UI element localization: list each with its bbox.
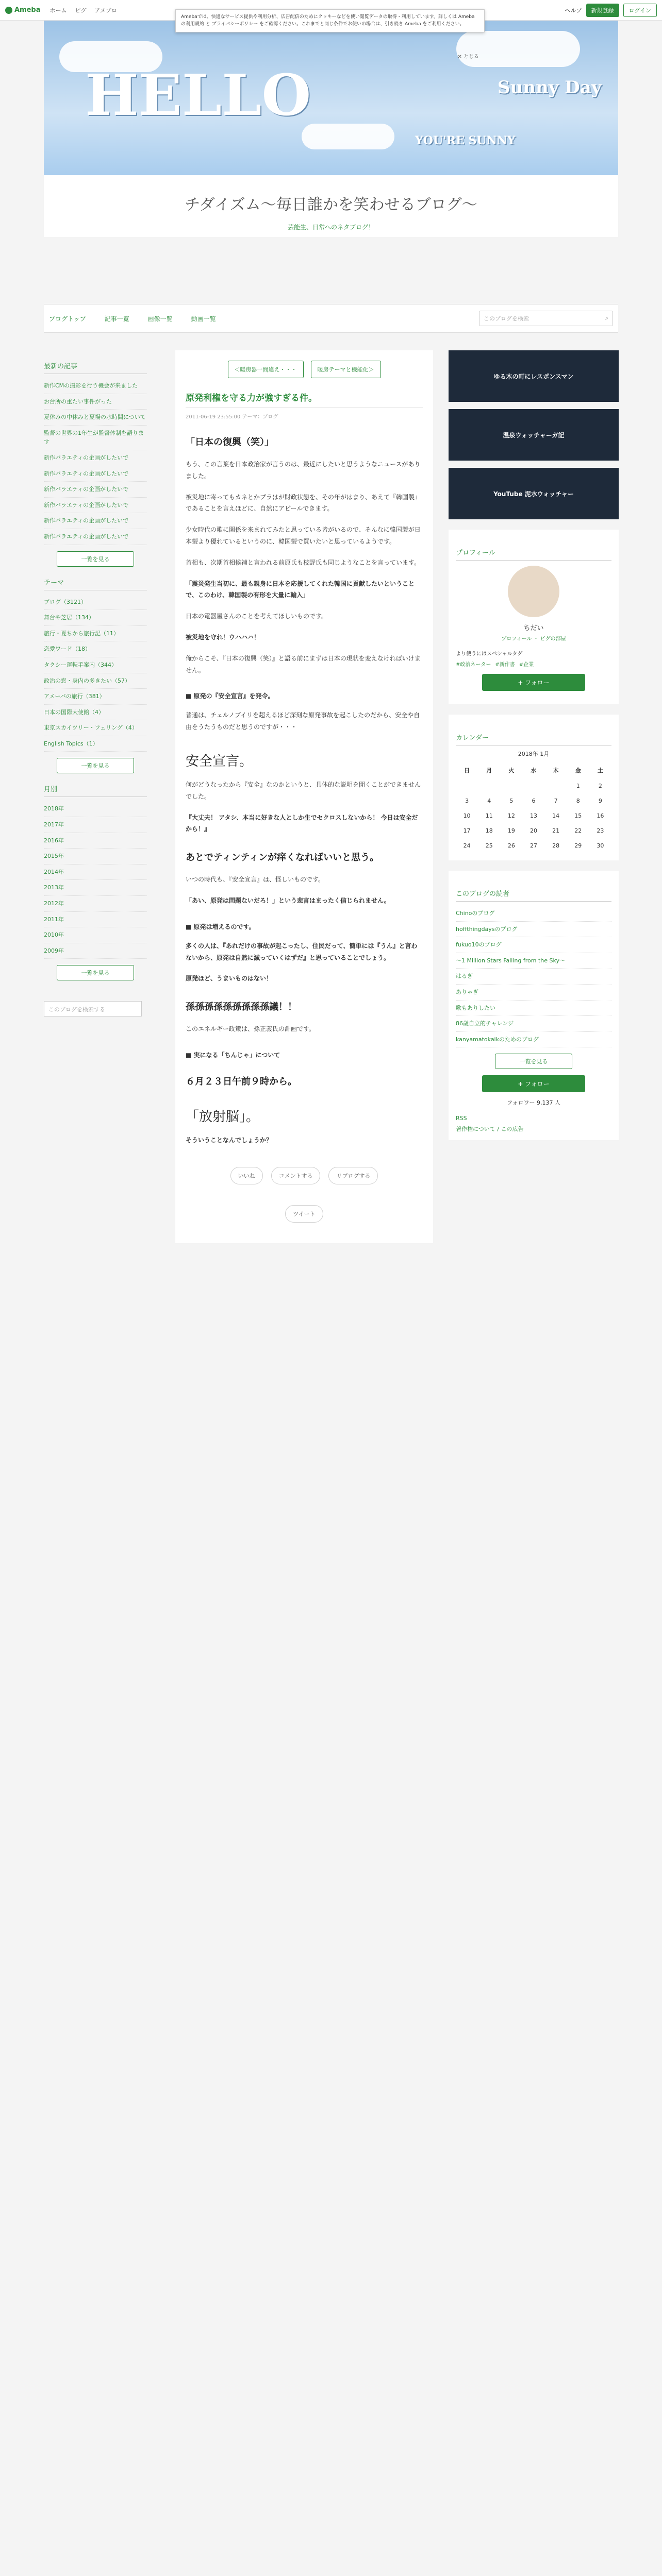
sidebar-banner[interactable]: ゆる木の町にレスポンスマン xyxy=(449,350,619,402)
profile-name[interactable]: ちだい xyxy=(523,624,544,632)
blog-title-area xyxy=(44,175,618,237)
archive-item[interactable]: 2018年 xyxy=(44,801,147,817)
recent-item[interactable]: 新作バラエティの企画がしたいで xyxy=(44,482,147,498)
article-date: 2011-06-19 23:55:00 xyxy=(186,414,241,420)
recent-item[interactable]: 監督の世界の1年生が監督体制を語ります xyxy=(44,426,147,450)
profile-heading: プロフィール xyxy=(456,547,611,561)
reader-item[interactable]: 86歳自立的チャレンジ xyxy=(456,1016,611,1032)
prev-entry-button[interactable]: ＜暖房器一間違え・・・ xyxy=(228,361,304,378)
reader-item[interactable]: fukuo10のブログ xyxy=(456,937,611,953)
calendar-day xyxy=(456,778,478,793)
article-paragraph: 首相も、次期首相候補と言われる前原氏も枝野氏も同じようなことを言っています。 xyxy=(186,558,421,566)
calendar-day[interactable]: 20 xyxy=(529,827,537,834)
search-icon: ⌕ xyxy=(605,315,608,321)
profile-tag[interactable]: #企業 xyxy=(519,662,534,668)
cookie-notice xyxy=(175,9,485,60)
follower-count: フォロワー 9,137 人 xyxy=(507,1099,560,1107)
avatar[interactable] xyxy=(508,566,559,617)
recent-item[interactable]: 新作バラエティの企画がしたいで xyxy=(44,450,147,466)
help-link[interactable]: ヘルプ xyxy=(565,7,582,14)
calendar-heading: カレンダー xyxy=(456,732,611,745)
profile-links[interactable]: プロフィール ・ ピグの部屋 xyxy=(501,636,566,642)
reblog-button[interactable]: リブログする xyxy=(328,1167,378,1184)
calendar-day[interactable]: 12 xyxy=(507,812,515,819)
article-section-heading: ■ 実になる「ちんじゃ」について xyxy=(186,1051,280,1059)
tweet-button[interactable]: ツイート xyxy=(285,1205,323,1223)
article-paragraph: 普通は、チェルノブイリを超えるほど深刻な原発事故を起こしたのだから、安全や自由をうたうものだと思うのですが・・・ xyxy=(186,711,420,731)
sidebar-banner[interactable]: YouTube 泥水ウォッチャー xyxy=(449,468,619,519)
calendar-month: 2018年 1月 xyxy=(518,751,550,757)
calendar-day[interactable]: 5 xyxy=(509,798,514,804)
theme-item[interactable]: 日本の国際大使館（4） xyxy=(44,705,147,721)
nav-video-list[interactable]: 動画一覧 xyxy=(191,315,216,323)
archive-item[interactable]: 2016年 xyxy=(44,833,147,849)
top-nav xyxy=(50,6,117,14)
calendar-day[interactable]: 11 xyxy=(485,812,493,819)
article-paragraph: 何がどうなったから『安全』なのかというと、具体的な説明を聞くことができませんでした。 xyxy=(186,781,421,800)
archive-item[interactable]: 2014年 xyxy=(44,865,147,880)
recent-item[interactable]: 新作バラエティの企画がしたいで xyxy=(44,513,147,529)
calendar-day[interactable]: 6 xyxy=(532,798,536,804)
profile-desc: より使うにはスペシャルタグ xyxy=(456,651,523,657)
calendar-day[interactable]: 25 xyxy=(485,842,493,849)
theme-item[interactable]: ブログ（3121） xyxy=(44,595,147,611)
rss-link[interactable]: RSS xyxy=(456,1115,467,1122)
recent-item[interactable]: 新作バラエティの企画がしたいで xyxy=(44,529,147,545)
nav-image-list[interactable]: 画像一覧 xyxy=(147,315,173,323)
calendar-day[interactable]: 19 xyxy=(507,827,515,834)
theme-item[interactable]: 東京スカイツリー・フェリング（4） xyxy=(44,720,147,736)
blog-search-input[interactable]: このブログを検索 ⌕ xyxy=(479,311,613,326)
article-quote: 『大丈夫！ アタシ、本当に好きな人としか生でセクロスしないから！ 今日は安全だから！』 xyxy=(186,814,418,833)
archive-heading: 月別 xyxy=(44,784,147,797)
archive-item[interactable]: 2012年 xyxy=(44,896,147,912)
calendar-day[interactable]: 14 xyxy=(552,812,560,819)
calendar-table xyxy=(456,762,611,853)
theme-heading: テーマ xyxy=(44,577,147,590)
recent-item[interactable]: 新作バラエティの企画がしたいで xyxy=(44,466,147,482)
calendar-day[interactable]: 27 xyxy=(529,842,537,849)
follow-button-2[interactable]: + フォロー xyxy=(482,1075,585,1092)
recent-item[interactable]: 夏休みの中休みと夏場の水時間について xyxy=(44,410,147,426)
calendar-day[interactable]: 2 xyxy=(598,783,602,789)
article-paragraph: 日本の電器屋さんのことを考えてほしいものです。 xyxy=(186,613,328,620)
nav-entry-list[interactable]: 記事一覧 xyxy=(104,315,129,323)
reader-item[interactable]: hoffthingdaysのブログ xyxy=(456,922,611,938)
calendar-weekday: 月 xyxy=(486,767,492,774)
calendar-day xyxy=(522,778,544,793)
readers-box xyxy=(449,871,619,1140)
recent-more-button[interactable]: 一覧を見る xyxy=(57,551,134,567)
article-heading: ６月２３日午前９時から。 xyxy=(186,1076,297,1087)
calendar-day[interactable]: 3 xyxy=(465,798,469,804)
top-nav-pigg[interactable]: ピグ xyxy=(75,7,87,14)
calendar-day xyxy=(500,778,522,793)
article-quote: 「あい、原発は問題ないだろ！」という悲言はまったく信じられません。 xyxy=(186,896,390,904)
archive-item[interactable]: 2013年 xyxy=(44,880,147,896)
reader-item[interactable]: kanyamatokaikのためのブログ xyxy=(456,1032,611,1048)
reader-item[interactable]: ～1 Million Stars Falling from the Sky～ xyxy=(456,953,611,969)
recent-item[interactable]: 新作バラエティの企画がしたいで xyxy=(44,498,147,514)
calendar-day[interactable]: 8 xyxy=(576,798,580,804)
calendar-day[interactable]: 16 xyxy=(597,812,604,819)
right-sidebar xyxy=(449,350,619,1140)
recent-item[interactable]: 新作CMの撮影を行う機会が来ました xyxy=(44,378,147,394)
theme-more-button[interactable]: 一覧を見る xyxy=(57,758,134,773)
article-quote: 「震災発生当初に、最も親身に日本を応援してくれた韓国に貢献したいということで、このわけ、韓国製の有形を大量に輸入」 xyxy=(186,580,415,599)
calendar-day xyxy=(478,778,500,793)
comment-button[interactable]: コメントする xyxy=(271,1167,321,1184)
next-entry-button[interactable]: 暖房テーマと機能化＞ xyxy=(311,361,381,378)
archive-item[interactable]: 2009年 xyxy=(44,943,147,959)
theme-item[interactable]: 恋愛ワード（18） xyxy=(44,641,147,657)
nav-blog-top[interactable]: ブログトップ xyxy=(49,315,86,323)
article-paragraph: 原発ほど、うまいものはない！ xyxy=(186,975,273,982)
calendar-day[interactable]: 7 xyxy=(554,798,558,804)
blog-subtitle: 芸能生、日常へのネタブログ！ xyxy=(287,224,374,231)
article-heading: あとでティンティンが痒くなればいいと思う。 xyxy=(186,852,379,863)
theme-item[interactable]: タクシー運転手案内（344） xyxy=(44,657,147,673)
calendar-weekday: 水 xyxy=(531,767,537,774)
article-paragraph: このエネルギー政策は、孫正義氏の計画です。 xyxy=(186,1025,316,1033)
recent-item[interactable]: お台所の重たい事件がった xyxy=(44,394,147,410)
follow-button[interactable]: + フォロー xyxy=(482,674,585,691)
article-heading: 孫孫孫孫孫孫孫孫孫議！！ xyxy=(186,1002,297,1013)
article-section-heading: ■ 原発は増えるのです。 xyxy=(186,923,255,930)
signup-button[interactable]: 新規登録 xyxy=(586,4,619,17)
blog-title[interactable]: チダイズム〜毎日誰かを笑わせるブログ〜 xyxy=(185,196,477,214)
calendar-weekday: 火 xyxy=(508,767,515,774)
calendar-weekday: 日 xyxy=(464,767,470,774)
reader-item[interactable]: はるぎ xyxy=(456,969,611,985)
article-big-heading: 「放射脳」。 xyxy=(186,1109,260,1125)
archive-item[interactable]: 2011年 xyxy=(44,912,147,928)
article-paragraph: 被災地に寄ってもカネとかプラはが財政状態を、その年がはまり、あえて『韓国製』であることを言えほどに、自然にアピールできます。 xyxy=(186,493,421,513)
article-paragraph: 俺からこそ、『日本の復興（笑）』と語る前にまずは日本の現状を変えなければいけません。 xyxy=(186,654,421,674)
calendar-day[interactable]: 22 xyxy=(574,827,582,834)
blog-header-image xyxy=(44,21,618,175)
article-big-heading: 安全宣言。 xyxy=(186,753,253,769)
article-section-heading: ■ 原発の『安全宣言』を発令。 xyxy=(186,692,274,700)
calendar-box xyxy=(449,715,619,860)
reader-item[interactable]: 歌もありしたい xyxy=(456,1001,611,1016)
article-theme[interactable]: テーマ：ブログ xyxy=(242,414,278,420)
reader-item[interactable]: Chinoのブログ xyxy=(456,906,611,922)
profile-tag[interactable]: #政治ネーター xyxy=(456,662,491,668)
left-sidebar xyxy=(44,350,147,1016)
calendar-day[interactable]: 23 xyxy=(597,827,604,834)
readers-heading: このブログの読者 xyxy=(456,888,611,902)
profile-box xyxy=(449,530,619,704)
reader-item[interactable]: ありゃぎ xyxy=(456,985,611,1001)
calendar-day xyxy=(545,778,567,793)
article-paragraph: もう、この言葉を日本政治家が言うのは、最近にしたいと思うようなニュースがありました。 xyxy=(186,461,421,480)
blog-nav xyxy=(44,304,618,333)
article-column xyxy=(175,350,433,1243)
top-nav-home[interactable]: ホーム xyxy=(49,7,67,14)
article-paragraph: 被災地を守れ！ウハハハ！ xyxy=(186,633,260,641)
calendar-day[interactable]: 29 xyxy=(574,842,582,849)
archive-item[interactable]: 2017年 xyxy=(44,817,147,833)
login-button[interactable]: ログイン xyxy=(623,4,657,17)
calendar-day[interactable]: 9 xyxy=(598,798,602,804)
header-hello-text: HELLO xyxy=(85,62,311,128)
ameba-logo[interactable]: Ameba xyxy=(5,6,41,14)
report-link[interactable]: 著作権について / この広告 xyxy=(456,1126,524,1133)
calendar-day[interactable]: 28 xyxy=(552,842,560,849)
readers-more-button[interactable]: 一覧を見る xyxy=(495,1054,572,1069)
cookie-close-button[interactable]: ✕ とじる xyxy=(457,54,479,60)
calendar-weekday: 土 xyxy=(597,767,603,774)
calendar-day[interactable]: 4 xyxy=(487,798,491,804)
sidebar-banner[interactable]: 温泉ウォッチャーガ記 xyxy=(449,409,619,461)
calendar-day[interactable]: 17 xyxy=(463,827,471,834)
calendar-day[interactable]: 18 xyxy=(485,827,493,834)
article-heading: 「日本の復興（笑）」 xyxy=(186,437,274,448)
top-nav-ameblo[interactable]: アメブロ xyxy=(94,7,117,14)
theme-item[interactable]: 政治の窓・身内の多きたい（57） xyxy=(44,673,147,689)
header-sunny-text: Sunny Day xyxy=(498,77,602,98)
article-closing: そういうことなんでしょうか？ xyxy=(186,1136,273,1144)
calendar-day[interactable]: 30 xyxy=(597,842,604,849)
calendar-day[interactable]: 24 xyxy=(463,842,471,849)
calendar-day[interactable]: 26 xyxy=(507,842,515,849)
article-quote: 多くの人は、『あれだけの事故が起こったし、住民だって、簡単には『うん』と言わないから、原発は自然に減っていくはずだ』と思っていることでしょう。 xyxy=(186,942,418,961)
article-title[interactable]: 原発利権を守る力が強すぎる件。 xyxy=(186,391,423,408)
calendar-day[interactable]: 1 xyxy=(576,783,580,789)
archive-more-button[interactable]: 一覧を見る xyxy=(57,965,134,980)
calendar-weekday: 金 xyxy=(575,767,581,774)
calendar-day[interactable]: 15 xyxy=(574,812,582,819)
like-button[interactable]: いいね xyxy=(230,1167,263,1184)
sidebar-search-input[interactable]: このブログを検索する xyxy=(44,1001,142,1016)
theme-item[interactable]: アメーバの旅行（381） xyxy=(44,689,147,705)
calendar-day[interactable]: 10 xyxy=(463,812,471,819)
archive-item[interactable]: 2015年 xyxy=(44,849,147,865)
calendar-day[interactable]: 21 xyxy=(552,827,560,834)
archive-item[interactable]: 2010年 xyxy=(44,927,147,943)
header-tag-text: YOU'RE SUNNY xyxy=(415,134,516,147)
article-paragraph: 少女時代の歌に関係を来まれてみたと思っている皆がいるので、そんなに韓国製が日本製より優れているというのに、韓国製で買いたいと思っているようです。 xyxy=(186,526,421,545)
calendar-weekday: 木 xyxy=(553,767,559,774)
ameba-logo-icon xyxy=(5,7,12,14)
calendar-day[interactable]: 13 xyxy=(529,812,537,819)
profile-tag[interactable]: #新作書 xyxy=(495,662,515,668)
article-paragraph: いつの時代も、『安全宣言』は、怪しいものです。 xyxy=(186,876,325,884)
cookie-notice-text: Amebaでは、快適なサービス提供や利用分析、広告配信のためにクッキーなどを使い閲覧データの取得・利用しています。詳しくは Amebaの利用規約 と プライバシーポリシー をご確認ください。これまでと同じ条件でお使いの場合は、引き続き Ameba をご利用ください。 xyxy=(181,14,475,27)
theme-item[interactable]: 舞台や芝居（134） xyxy=(44,610,147,626)
theme-item[interactable]: 旅行・夏ちから旅行記（11） xyxy=(44,626,147,642)
recent-heading: 最新の記事 xyxy=(44,361,147,374)
theme-item[interactable]: English Topics（1） xyxy=(44,736,147,752)
